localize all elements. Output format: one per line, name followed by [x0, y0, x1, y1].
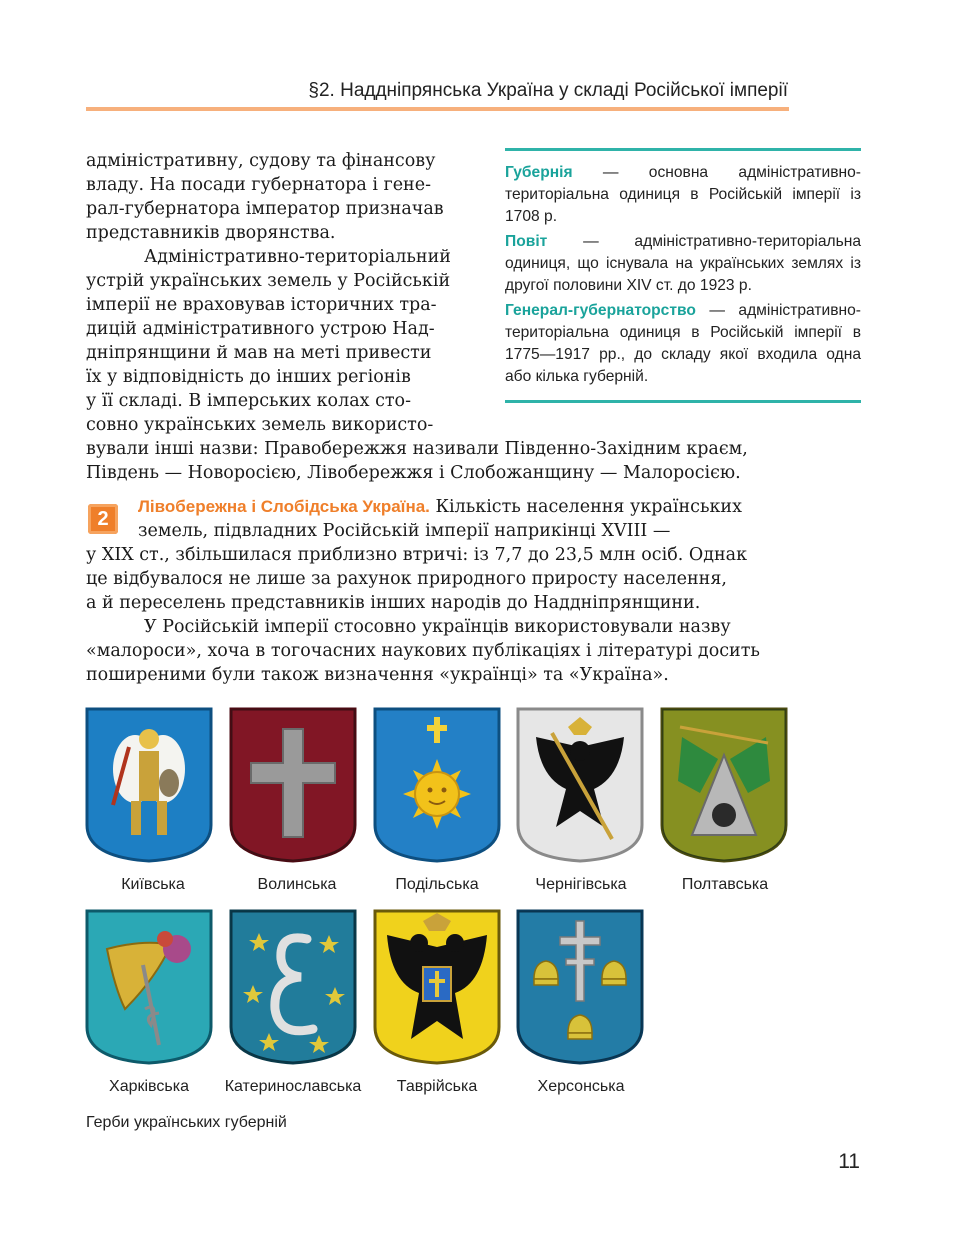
text-line: у XIX ст., збільшилася приблизно втричі: із 7,7 до 23,5 млн осіб. Однак — [86, 545, 748, 565]
coat-caption-katerynoslav: Катеринославська — [224, 1078, 362, 1095]
section-2-first-line — [86, 495, 788, 519]
intro-paragraph-2-tail — [86, 437, 788, 485]
text-line: У Російській імперії стосовно українців використовували назву — [144, 617, 731, 637]
text-line: дицій адміністративного устрою Над- — [86, 319, 435, 339]
text-line: поширеними були також визначення «українці» та «Україна». — [86, 665, 669, 685]
text-line: вували інші назви: Правобережжя називали Південно-Західним краєм, — [86, 439, 748, 459]
figure-caption: Герби українських губерній — [86, 1114, 287, 1131]
text-line: Кількість населення українських — [435, 497, 742, 517]
section-2-text — [86, 495, 788, 687]
kharkiv-coat-of-arms — [85, 909, 213, 1065]
text-line: совно українських земель використо- — [86, 415, 434, 435]
coat-caption-kyiv: Київська — [121, 876, 185, 893]
coat-caption-volyn: Волинська — [257, 876, 337, 893]
glossary-entry — [505, 300, 861, 388]
text-line: це відбувалося не лише за рахунок природного приросту населення, — [86, 569, 727, 589]
section-number-badge: 2 — [88, 504, 118, 534]
chernihiv-coat-of-arms — [516, 707, 644, 863]
text-line: земель, підвладних Російській імперії наприкінці XVIII — — [138, 521, 671, 541]
pyramid-flags-icon — [660, 707, 788, 863]
text-line: Адміністративно-територіальний — [144, 247, 451, 267]
text-line: «малороси», хоча в тогочасних наукових публікаціях і літературі досить — [86, 641, 760, 661]
double-eagle-icon — [373, 909, 501, 1065]
text-line: у її складі. В імперських колах сто- — [86, 391, 412, 411]
poltava-coat-of-arms — [660, 707, 788, 863]
glossary-box — [505, 148, 861, 403]
coat-caption-tavria: Таврійська — [396, 1078, 478, 1095]
section-2-paragraph-2 — [86, 615, 788, 687]
glossary-entry — [505, 162, 861, 228]
intro-column — [86, 149, 464, 437]
coat-caption-poltava: Полтавська — [681, 876, 769, 893]
text-line: устрій українських земель у Російській — [86, 271, 451, 291]
kherson-coat-of-arms — [516, 909, 644, 1065]
coat-caption-podillia: Подільська — [395, 876, 479, 893]
text-line: Південь — Новоросією, Лівобережжя і Слобожанщину — Малоросією. — [86, 463, 741, 483]
coat-caption-kharkiv: Харківська — [109, 1078, 189, 1095]
header-rule — [86, 107, 789, 111]
text-line: імперії не враховував історичних тра- — [86, 295, 437, 315]
cross-icon — [229, 707, 357, 863]
monogram-icon — [229, 909, 357, 1065]
glossary-definition: — адміністративно-територіальна одиниця в Російській імперії в 1775—1917 рр., до складу якої входила одна або кілька губерній. — [505, 302, 861, 385]
glossary-definition: — основна адміністративно-територіальна одиниця в Російській імперії із 1708 р. — [505, 164, 861, 225]
page-number: 11 — [838, 1150, 860, 1173]
intro-paragraph-1 — [86, 149, 464, 245]
running-header: §2. Наддніпрянська Україна у складі Російської імперії — [308, 80, 788, 101]
eagle-icon — [516, 707, 644, 863]
coat-caption-chernihiv: Чернігівська — [535, 876, 627, 893]
glossary-entry — [505, 231, 861, 297]
crowns-cross-icon — [516, 909, 644, 1065]
archangel-icon — [85, 707, 213, 863]
glossary-definition: — адміністративно-територіальна одиниця, що існувала на українських землях із другої половини XIV ст. до 1923 р. — [505, 233, 861, 294]
volyn-coat-of-arms — [229, 707, 357, 863]
sun-icon — [373, 707, 501, 863]
coat-caption-kherson: Херсонська — [537, 1078, 625, 1095]
glossary-term: Повіт — [505, 233, 548, 250]
text-line: представників дворянства. — [86, 223, 336, 243]
text-line: дніпрянщини й мав на меті привести — [86, 343, 432, 363]
glossary-term: Губернія — [505, 164, 573, 181]
text-line: владу. На посади губернатора і гене- — [86, 175, 431, 195]
kyiv-coat-of-arms — [85, 707, 213, 863]
text-line: адміністративну, судову та фінансову — [86, 151, 436, 171]
katerynoslav-coat-of-arms — [229, 909, 357, 1065]
tavria-coat-of-arms — [373, 909, 501, 1065]
podillia-coat-of-arms — [373, 707, 501, 863]
section-2-paragraph-1 — [86, 543, 788, 615]
text-line: а й переселень представників інших народів до Наддніпрянщини. — [86, 593, 701, 613]
section-title: Лівобережна і Слобідська Україна. — [138, 497, 430, 516]
text-line: рал-губернатора імператор призначав — [86, 199, 444, 219]
text-line: їх у відповідність до інших регіонів — [86, 367, 411, 387]
intro-paragraph-2 — [86, 245, 464, 437]
section-2-second-line — [86, 519, 788, 543]
glossary-term: Генерал-губернаторство — [505, 302, 696, 319]
cornucopia-icon — [85, 909, 213, 1065]
